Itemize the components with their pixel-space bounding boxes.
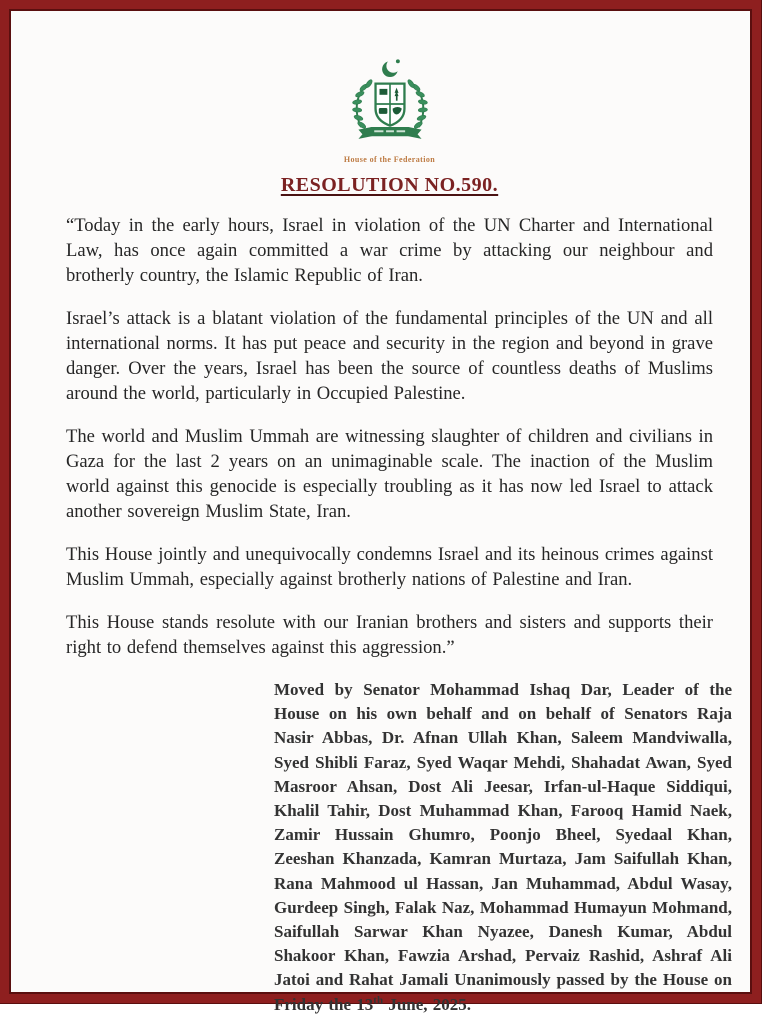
emblem-caption: House of the Federation (343, 155, 436, 164)
resolution-body (66, 213, 713, 660)
paragraph-2: Israel’s attack is a blatant violation of the fundamental principles of the UN and all international norms. It has put peace and security in the region and beyond in grave danger. Over the years, Israel has been the source of countless deaths of Muslims around the world, particularly in Occupied Palestine. (66, 308, 713, 404)
resolution-title: RESOLUTION NO.590. (280, 174, 499, 196)
mover-date-tail: June, 2025. (383, 994, 472, 1014)
paragraph-3: The world and Muslim Ummah are witnessing slaughter of children and civilians in Gaza for the last 2 years on an unimaginable scale. The inaction of the Muslim world against this genocide is especially troubling as it has now led Israel to attack another sovereign Muslim State, Iran. (66, 426, 713, 522)
paragraph-5: This House stands resolute with our Iranian brothers and sisters and supports their right to defend themselves against this aggression.” (66, 612, 713, 658)
senate-emblem-icon (344, 56, 436, 152)
document-content (18, 18, 743, 1014)
mover-attribution (274, 678, 732, 1017)
paragraph-1: “Today in the early hours, Israel in violation of the UN Charter and International Law, has once again committed a war crime by attacking our neighbour and brotherly country, the Islamic Republic of Iran. (66, 215, 713, 286)
emblem-block (66, 56, 713, 164)
paragraph-4: This House jointly and unequivocally condemns Israel and its heinous crimes against Muslim Ummah, especially against brotherly nations of Palestine and Iran. (66, 544, 713, 590)
ordinal-suffix: th (373, 993, 384, 1006)
mover-text: Moved by Senator Mohammad Ishaq Dar, Leader of the House on his own behalf and on behalf of Senators Raja Nasir Abbas, Dr. Afnan Ullah Khan, Saleem Mandviwalla, Syed Shibli Faraz, Syed Waqar Mehdi, Shahadat Awan, Syed Masroor Ahsan, Dost Ali Jeesar, Irfan-ul-Haque Siddiqui, Khalil Tahir, Dost Muhammad Khan, Farooq Hamid Naek, Zamir Hussain Ghumro, Poonjo Bheel, Syedaal Khan, Zeeshan Khanzada, Kamran Murtaza, Jam Saifullah Khan, Rana Mahmood ul Hassan, Jan Muhammad, Abdul Wasay, Gurdeep Singh, Falak Naz, Mohammad Humayun Mohmand, Saifullah Sarwar Khan Nyazee, Danesh Kumar, Abdul Shakoor Khan, Fawzia Arshad, Pervaiz Rashid, Ashraf Ali Jatoi and Rahat Jamali Unanimously passed by the House on Friday the 13 (274, 680, 732, 1014)
